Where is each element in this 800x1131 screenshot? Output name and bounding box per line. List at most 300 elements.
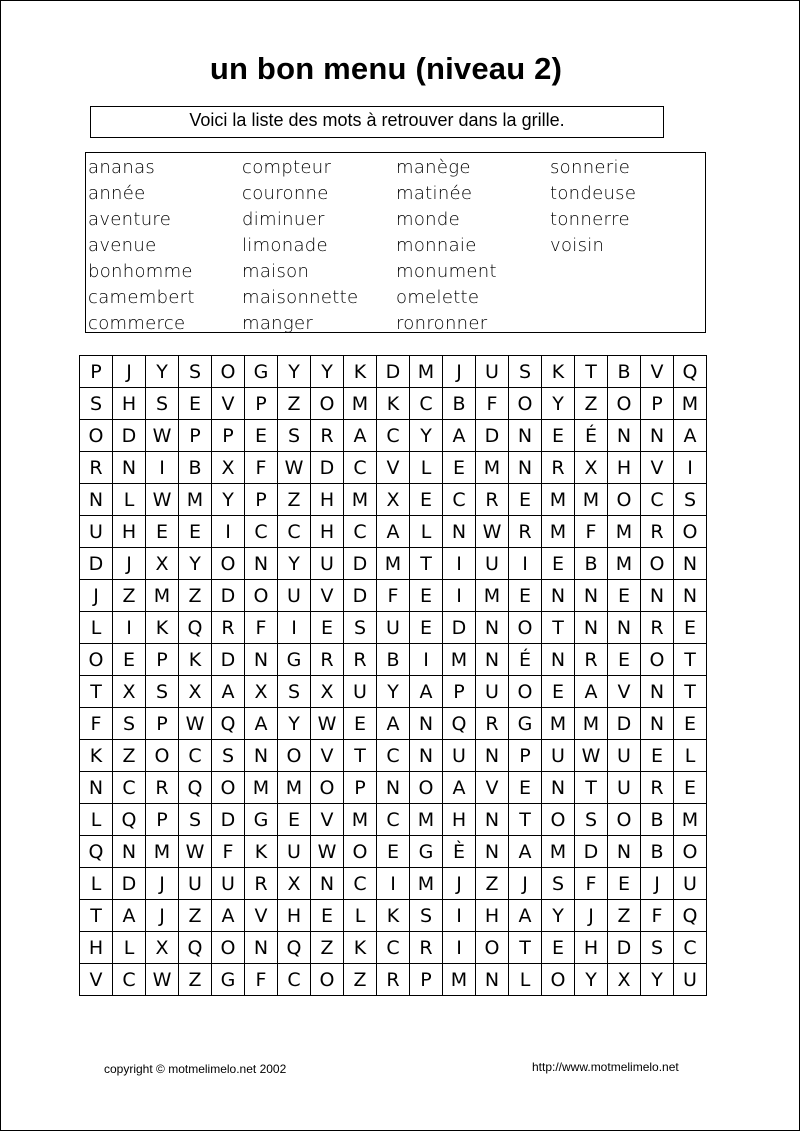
grid-cell[interactable]: N: [608, 836, 641, 868]
grid-cell[interactable]: N: [245, 740, 278, 772]
grid-cell[interactable]: J: [575, 900, 608, 932]
grid-cell[interactable]: X: [113, 676, 146, 708]
grid-cell[interactable]: H: [278, 900, 311, 932]
grid-cell[interactable]: V: [245, 900, 278, 932]
grid-cell[interactable]: A: [443, 420, 476, 452]
grid-cell[interactable]: M: [245, 772, 278, 804]
grid-cell[interactable]: S: [410, 900, 443, 932]
grid-cell[interactable]: S: [146, 388, 179, 420]
grid-cell[interactable]: O: [641, 548, 674, 580]
grid-cell[interactable]: G: [410, 836, 443, 868]
grid-cell[interactable]: N: [80, 484, 113, 516]
grid-cell[interactable]: N: [245, 932, 278, 964]
grid-cell[interactable]: A: [575, 676, 608, 708]
grid-cell[interactable]: D: [212, 804, 245, 836]
grid-cell[interactable]: U: [542, 740, 575, 772]
grid-cell[interactable]: P: [146, 804, 179, 836]
grid-cell[interactable]: Q: [80, 836, 113, 868]
grid-cell[interactable]: C: [641, 484, 674, 516]
grid-cell[interactable]: E: [410, 484, 443, 516]
grid-cell[interactable]: N: [608, 420, 641, 452]
grid-cell[interactable]: S: [344, 612, 377, 644]
grid-cell[interactable]: C: [410, 388, 443, 420]
grid-cell[interactable]: I: [443, 580, 476, 612]
grid-cell[interactable]: U: [80, 516, 113, 548]
grid-cell[interactable]: D: [608, 708, 641, 740]
grid-cell[interactable]: S: [641, 932, 674, 964]
grid-cell[interactable]: O: [608, 484, 641, 516]
grid-cell[interactable]: J: [80, 580, 113, 612]
grid-cell[interactable]: M: [410, 804, 443, 836]
grid-cell[interactable]: K: [80, 740, 113, 772]
grid-cell[interactable]: Y: [179, 548, 212, 580]
grid-cell[interactable]: C: [278, 964, 311, 996]
grid-cell[interactable]: E: [113, 644, 146, 676]
grid-cell[interactable]: J: [113, 548, 146, 580]
grid-cell[interactable]: E: [542, 676, 575, 708]
grid-cell[interactable]: A: [113, 900, 146, 932]
grid-cell[interactable]: K: [344, 356, 377, 388]
grid-cell[interactable]: F: [80, 708, 113, 740]
grid-cell[interactable]: C: [179, 740, 212, 772]
grid-cell[interactable]: T: [509, 932, 542, 964]
grid-cell[interactable]: R: [575, 644, 608, 676]
grid-cell[interactable]: Y: [542, 388, 575, 420]
grid-cell[interactable]: T: [410, 548, 443, 580]
grid-cell[interactable]: I: [674, 452, 707, 484]
grid-cell[interactable]: N: [641, 580, 674, 612]
grid-cell[interactable]: S: [575, 804, 608, 836]
grid-cell[interactable]: P: [179, 420, 212, 452]
grid-cell[interactable]: E: [146, 516, 179, 548]
grid-cell[interactable]: N: [377, 772, 410, 804]
grid-cell[interactable]: E: [641, 740, 674, 772]
grid-cell[interactable]: C: [344, 452, 377, 484]
grid-cell[interactable]: A: [410, 676, 443, 708]
grid-cell[interactable]: A: [377, 708, 410, 740]
grid-cell[interactable]: Q: [278, 932, 311, 964]
grid-cell[interactable]: N: [641, 420, 674, 452]
grid-cell[interactable]: L: [410, 452, 443, 484]
grid-cell[interactable]: Z: [476, 868, 509, 900]
grid-cell[interactable]: I: [278, 612, 311, 644]
grid-cell[interactable]: E: [674, 772, 707, 804]
grid-cell[interactable]: B: [608, 356, 641, 388]
grid-cell[interactable]: H: [443, 804, 476, 836]
grid-cell[interactable]: O: [311, 388, 344, 420]
grid-cell[interactable]: È: [443, 836, 476, 868]
grid-cell[interactable]: X: [146, 932, 179, 964]
grid-cell[interactable]: E: [311, 612, 344, 644]
grid-cell[interactable]: J: [146, 868, 179, 900]
grid-cell[interactable]: P: [245, 484, 278, 516]
grid-cell[interactable]: H: [113, 388, 146, 420]
grid-cell[interactable]: H: [575, 932, 608, 964]
grid-cell[interactable]: T: [674, 644, 707, 676]
grid-cell[interactable]: O: [146, 740, 179, 772]
grid-cell[interactable]: Y: [641, 964, 674, 996]
grid-cell[interactable]: R: [641, 516, 674, 548]
grid-cell[interactable]: I: [443, 900, 476, 932]
grid-cell[interactable]: O: [641, 644, 674, 676]
grid-cell[interactable]: H: [113, 516, 146, 548]
grid-cell[interactable]: D: [476, 420, 509, 452]
grid-cell[interactable]: N: [575, 580, 608, 612]
grid-cell[interactable]: M: [608, 516, 641, 548]
grid-cell[interactable]: M: [575, 708, 608, 740]
grid-cell[interactable]: L: [80, 868, 113, 900]
grid-cell[interactable]: U: [179, 868, 212, 900]
grid-cell[interactable]: X: [311, 676, 344, 708]
grid-cell[interactable]: Y: [212, 484, 245, 516]
grid-cell[interactable]: B: [641, 836, 674, 868]
grid-cell[interactable]: L: [509, 964, 542, 996]
grid-cell[interactable]: O: [80, 644, 113, 676]
grid-cell[interactable]: U: [311, 548, 344, 580]
grid-cell[interactable]: U: [608, 740, 641, 772]
grid-cell[interactable]: R: [146, 772, 179, 804]
grid-cell[interactable]: N: [542, 644, 575, 676]
grid-cell[interactable]: T: [575, 356, 608, 388]
grid-cell[interactable]: N: [443, 516, 476, 548]
grid-cell[interactable]: T: [542, 612, 575, 644]
grid-cell[interactable]: V: [311, 580, 344, 612]
grid-cell[interactable]: O: [608, 388, 641, 420]
grid-cell[interactable]: O: [311, 772, 344, 804]
grid-cell[interactable]: R: [344, 644, 377, 676]
grid-cell[interactable]: M: [476, 452, 509, 484]
grid-cell[interactable]: W: [278, 452, 311, 484]
grid-cell[interactable]: M: [542, 708, 575, 740]
grid-cell[interactable]: É: [575, 420, 608, 452]
grid-cell[interactable]: N: [245, 548, 278, 580]
grid-cell[interactable]: Q: [179, 612, 212, 644]
grid-cell[interactable]: C: [377, 804, 410, 836]
grid-cell[interactable]: S: [278, 676, 311, 708]
grid-cell[interactable]: B: [377, 644, 410, 676]
grid-cell[interactable]: M: [674, 388, 707, 420]
grid-cell[interactable]: Q: [443, 708, 476, 740]
grid-cell[interactable]: X: [608, 964, 641, 996]
grid-cell[interactable]: E: [509, 580, 542, 612]
grid-cell[interactable]: L: [674, 740, 707, 772]
grid-cell[interactable]: C: [377, 740, 410, 772]
grid-cell[interactable]: M: [278, 772, 311, 804]
grid-cell[interactable]: J: [443, 356, 476, 388]
grid-cell[interactable]: L: [113, 484, 146, 516]
grid-cell[interactable]: B: [179, 452, 212, 484]
grid-cell[interactable]: J: [443, 868, 476, 900]
grid-cell[interactable]: D: [443, 612, 476, 644]
grid-cell[interactable]: V: [311, 740, 344, 772]
grid-cell[interactable]: O: [542, 804, 575, 836]
grid-cell[interactable]: D: [212, 580, 245, 612]
grid-cell[interactable]: C: [245, 516, 278, 548]
grid-cell[interactable]: A: [509, 900, 542, 932]
grid-cell[interactable]: M: [410, 356, 443, 388]
grid-cell[interactable]: I: [443, 548, 476, 580]
grid-cell[interactable]: S: [674, 484, 707, 516]
grid-cell[interactable]: E: [509, 772, 542, 804]
grid-cell[interactable]: N: [410, 740, 443, 772]
grid-cell[interactable]: E: [674, 708, 707, 740]
grid-cell[interactable]: W: [146, 420, 179, 452]
grid-cell[interactable]: T: [674, 676, 707, 708]
grid-cell[interactable]: O: [674, 516, 707, 548]
grid-cell[interactable]: O: [212, 356, 245, 388]
grid-cell[interactable]: Y: [377, 676, 410, 708]
grid-cell[interactable]: E: [245, 420, 278, 452]
grid-cell[interactable]: Z: [575, 388, 608, 420]
grid-cell[interactable]: K: [542, 356, 575, 388]
grid-cell[interactable]: H: [311, 516, 344, 548]
grid-cell[interactable]: E: [278, 804, 311, 836]
grid-cell[interactable]: V: [80, 964, 113, 996]
grid-cell[interactable]: P: [509, 740, 542, 772]
grid-cell[interactable]: W: [179, 708, 212, 740]
grid-cell[interactable]: C: [113, 964, 146, 996]
grid-cell[interactable]: O: [278, 740, 311, 772]
grid-cell[interactable]: N: [476, 804, 509, 836]
grid-cell[interactable]: O: [674, 836, 707, 868]
grid-cell[interactable]: O: [212, 772, 245, 804]
grid-cell[interactable]: L: [113, 932, 146, 964]
grid-cell[interactable]: M: [674, 804, 707, 836]
grid-cell[interactable]: N: [674, 548, 707, 580]
grid-cell[interactable]: I: [443, 932, 476, 964]
grid-cell[interactable]: Z: [113, 740, 146, 772]
grid-cell[interactable]: S: [509, 356, 542, 388]
grid-cell[interactable]: C: [344, 868, 377, 900]
grid-cell[interactable]: M: [476, 580, 509, 612]
grid-cell[interactable]: S: [179, 804, 212, 836]
grid-cell[interactable]: H: [80, 932, 113, 964]
grid-cell[interactable]: E: [542, 420, 575, 452]
grid-cell[interactable]: P: [344, 772, 377, 804]
grid-cell[interactable]: Z: [311, 932, 344, 964]
grid-cell[interactable]: Z: [179, 900, 212, 932]
grid-cell[interactable]: R: [245, 868, 278, 900]
grid-cell[interactable]: A: [212, 676, 245, 708]
grid-cell[interactable]: Q: [212, 708, 245, 740]
grid-cell[interactable]: E: [608, 644, 641, 676]
grid-cell[interactable]: R: [476, 708, 509, 740]
grid-cell[interactable]: C: [278, 516, 311, 548]
grid-cell[interactable]: P: [641, 388, 674, 420]
grid-cell[interactable]: R: [476, 484, 509, 516]
grid-cell[interactable]: E: [179, 388, 212, 420]
grid-cell[interactable]: I: [410, 644, 443, 676]
grid-cell[interactable]: N: [476, 964, 509, 996]
grid-cell[interactable]: U: [212, 868, 245, 900]
grid-cell[interactable]: N: [608, 612, 641, 644]
grid-cell[interactable]: N: [476, 644, 509, 676]
grid-cell[interactable]: F: [212, 836, 245, 868]
grid-cell[interactable]: N: [674, 580, 707, 612]
grid-cell[interactable]: V: [311, 804, 344, 836]
grid-cell[interactable]: R: [212, 612, 245, 644]
grid-cell[interactable]: T: [575, 772, 608, 804]
grid-cell[interactable]: A: [443, 772, 476, 804]
grid-cell[interactable]: Q: [179, 932, 212, 964]
grid-cell[interactable]: F: [245, 612, 278, 644]
grid-cell[interactable]: O: [509, 388, 542, 420]
grid-cell[interactable]: X: [146, 548, 179, 580]
grid-cell[interactable]: A: [377, 516, 410, 548]
grid-cell[interactable]: E: [674, 612, 707, 644]
grid-cell[interactable]: P: [212, 420, 245, 452]
grid-cell[interactable]: N: [245, 644, 278, 676]
grid-cell[interactable]: A: [674, 420, 707, 452]
grid-cell[interactable]: N: [542, 772, 575, 804]
grid-cell[interactable]: E: [311, 900, 344, 932]
grid-cell[interactable]: D: [344, 548, 377, 580]
grid-cell[interactable]: W: [311, 836, 344, 868]
grid-cell[interactable]: D: [212, 644, 245, 676]
grid-cell[interactable]: D: [377, 356, 410, 388]
grid-cell[interactable]: R: [80, 452, 113, 484]
grid-cell[interactable]: C: [377, 932, 410, 964]
grid-cell[interactable]: P: [80, 356, 113, 388]
grid-cell[interactable]: M: [344, 388, 377, 420]
grid-cell[interactable]: N: [311, 868, 344, 900]
grid-cell[interactable]: U: [476, 676, 509, 708]
grid-cell[interactable]: F: [377, 580, 410, 612]
grid-cell[interactable]: R: [311, 644, 344, 676]
grid-cell[interactable]: V: [377, 452, 410, 484]
grid-cell[interactable]: W: [311, 708, 344, 740]
grid-cell[interactable]: U: [674, 868, 707, 900]
grid-cell[interactable]: M: [542, 484, 575, 516]
grid-cell[interactable]: L: [80, 612, 113, 644]
grid-cell[interactable]: O: [542, 964, 575, 996]
grid-cell[interactable]: T: [509, 804, 542, 836]
grid-cell[interactable]: M: [146, 836, 179, 868]
grid-cell[interactable]: H: [608, 452, 641, 484]
grid-cell[interactable]: G: [212, 964, 245, 996]
grid-cell[interactable]: M: [542, 836, 575, 868]
grid-cell[interactable]: P: [146, 644, 179, 676]
grid-cell[interactable]: Z: [179, 580, 212, 612]
grid-cell[interactable]: Z: [608, 900, 641, 932]
grid-cell[interactable]: K: [245, 836, 278, 868]
grid-cell[interactable]: C: [443, 484, 476, 516]
grid-cell[interactable]: M: [608, 548, 641, 580]
grid-cell[interactable]: G: [245, 804, 278, 836]
grid-cell[interactable]: U: [443, 740, 476, 772]
grid-cell[interactable]: L: [80, 804, 113, 836]
grid-cell[interactable]: E: [179, 516, 212, 548]
grid-cell[interactable]: V: [476, 772, 509, 804]
grid-cell[interactable]: A: [344, 420, 377, 452]
grid-cell[interactable]: U: [278, 836, 311, 868]
grid-cell[interactable]: C: [344, 516, 377, 548]
grid-cell[interactable]: G: [245, 356, 278, 388]
grid-cell[interactable]: O: [509, 676, 542, 708]
grid-cell[interactable]: L: [344, 900, 377, 932]
grid-cell[interactable]: R: [377, 964, 410, 996]
grid-cell[interactable]: D: [608, 932, 641, 964]
grid-cell[interactable]: N: [641, 708, 674, 740]
grid-cell[interactable]: N: [113, 836, 146, 868]
grid-cell[interactable]: N: [542, 580, 575, 612]
grid-cell[interactable]: P: [245, 388, 278, 420]
grid-cell[interactable]: V: [641, 452, 674, 484]
grid-cell[interactable]: Q: [674, 900, 707, 932]
grid-cell[interactable]: D: [344, 580, 377, 612]
grid-cell[interactable]: Q: [179, 772, 212, 804]
grid-cell[interactable]: X: [212, 452, 245, 484]
grid-cell[interactable]: W: [146, 964, 179, 996]
grid-cell[interactable]: P: [410, 964, 443, 996]
grid-cell[interactable]: U: [344, 676, 377, 708]
grid-cell[interactable]: J: [113, 356, 146, 388]
grid-cell[interactable]: X: [377, 484, 410, 516]
grid-cell[interactable]: T: [344, 740, 377, 772]
grid-cell[interactable]: H: [311, 484, 344, 516]
grid-cell[interactable]: M: [344, 804, 377, 836]
grid-cell[interactable]: M: [146, 580, 179, 612]
grid-cell[interactable]: Y: [146, 356, 179, 388]
grid-cell[interactable]: S: [542, 868, 575, 900]
grid-cell[interactable]: M: [344, 484, 377, 516]
grid-cell[interactable]: Y: [410, 420, 443, 452]
grid-cell[interactable]: M: [575, 484, 608, 516]
grid-cell[interactable]: I: [146, 452, 179, 484]
grid-cell[interactable]: W: [476, 516, 509, 548]
grid-cell[interactable]: J: [146, 900, 179, 932]
grid-cell[interactable]: U: [608, 772, 641, 804]
grid-cell[interactable]: X: [278, 868, 311, 900]
grid-cell[interactable]: Y: [575, 964, 608, 996]
grid-cell[interactable]: Y: [311, 356, 344, 388]
grid-cell[interactable]: Z: [344, 964, 377, 996]
grid-cell[interactable]: E: [410, 612, 443, 644]
grid-cell[interactable]: Z: [278, 388, 311, 420]
grid-cell[interactable]: N: [509, 452, 542, 484]
grid-cell[interactable]: E: [443, 452, 476, 484]
grid-cell[interactable]: N: [509, 420, 542, 452]
grid-cell[interactable]: R: [410, 932, 443, 964]
grid-cell[interactable]: S: [278, 420, 311, 452]
grid-cell[interactable]: O: [344, 836, 377, 868]
grid-cell[interactable]: O: [80, 420, 113, 452]
grid-cell[interactable]: I: [509, 548, 542, 580]
grid-cell[interactable]: U: [674, 964, 707, 996]
grid-cell[interactable]: D: [113, 868, 146, 900]
grid-cell[interactable]: M: [377, 548, 410, 580]
grid-cell[interactable]: I: [377, 868, 410, 900]
grid-cell[interactable]: O: [245, 580, 278, 612]
grid-cell[interactable]: J: [509, 868, 542, 900]
grid-cell[interactable]: B: [443, 388, 476, 420]
grid-cell[interactable]: O: [311, 964, 344, 996]
grid-cell[interactable]: Z: [179, 964, 212, 996]
grid-cell[interactable]: F: [575, 516, 608, 548]
grid-cell[interactable]: R: [509, 516, 542, 548]
grid-cell[interactable]: S: [212, 740, 245, 772]
grid-cell[interactable]: A: [245, 708, 278, 740]
grid-cell[interactable]: O: [212, 932, 245, 964]
grid-cell[interactable]: A: [212, 900, 245, 932]
grid-cell[interactable]: B: [641, 804, 674, 836]
grid-cell[interactable]: G: [278, 644, 311, 676]
grid-cell[interactable]: E: [542, 548, 575, 580]
grid-cell[interactable]: S: [179, 356, 212, 388]
grid-cell[interactable]: F: [476, 388, 509, 420]
grid-cell[interactable]: N: [410, 708, 443, 740]
grid-cell[interactable]: X: [179, 676, 212, 708]
